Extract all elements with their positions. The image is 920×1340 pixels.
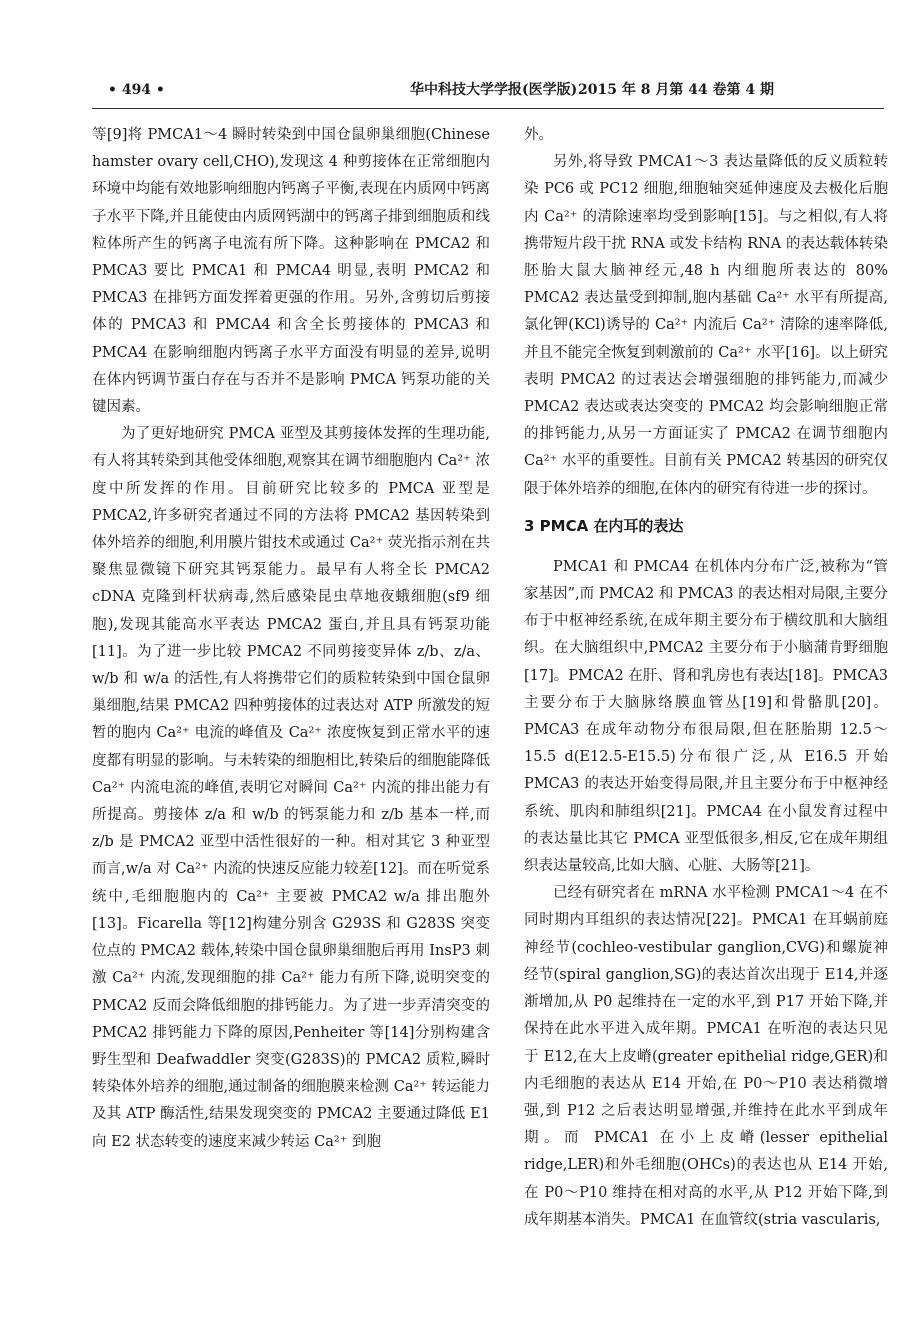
page-number: • 494 • [108, 82, 165, 98]
page-header [70, 78, 870, 102]
paragraph: 另外,将导致 PMCA1～3 表达量降低的反义质粒转染 PC6 或 PC12 细胞,细胞轴突延伸速度及去极化后胞内 Ca²⁺ 的清除速率均受到影响[15]。与之相似,有人将携带短片段干扰 RNA 或发卡结构 RNA 的表达载体转染胚胎大鼠大脑神经元,48 h 内细胞所表达的 80% PMCA2 表达量受到抑制,胞内基础 Ca²⁺ 水平有所提高,氯化钾(KCl)诱导的 Ca²⁺ 内流后 Ca²⁺ 清除的速率降低,并且不能完全恢复到刺激前的 Ca²⁺ 水平[16]。以上研究表明 PMCA2 的过表达会增强细胞的排钙能力,而减少 PMCA2 表达或表达突变的 PMCA2 均会影响细胞正常的排钙能力,从另一方面证实了 PMCA2 在调节细胞内 Ca²⁺ 水平的重要性。目前有关 PMCA2 转基因的研究仅限于体外培养的细胞,在体内的研究有待进一步的探讨。 [524, 154, 888, 497]
right-column [524, 122, 888, 1234]
header-rule [92, 108, 884, 109]
paragraph: 已经有研究者在 mRNA 水平检测 PMCA1～4 在不同时期内耳组织的表达情况[22]。PMCA1 在耳蜗前庭神经节(cochleo-vestibular ganglion,CVG)和螺旋神经节(spiral ganglion,SG)的表达首次出现于 E14,并逐渐增加,从 P0 起维持在一定的水平,到 P17 开始下降,并保持在此水平进入成年期。PMCA1 在听泡的表达只见于 E12,在大上皮嵴(greater epithelial ridge,GER)和内毛细胞的表达从 E14 开始,在 P0～P10 表达稍微增强,到 P12 之后表达明显增强,并维持在此水平到成年期。而 PMCA1 在小上皮嵴(lesser epithelial ridge,LER)和外毛细胞(OHCs)的表达也从 E14 开始,在 P0～P10 维持在相对高的水平,从 P12 开始下降,到成年期基本消失。PMCA1 在血管纹(stria vascularis, [524, 885, 888, 1228]
paragraph: 外。 [524, 127, 553, 143]
journal-title: 华中科技大学学报(医学版) [410, 82, 578, 98]
paragraph: 为了更好地研究 PMCA 亚型及其剪接体发挥的生理功能,有人将其转染到其他受体细胞,观察其在调节细胞胞内 Ca²⁺ 浓度中所发挥的作用。目前研究比较多的 PMCA 亚型是 PMCA2,许多研究者通过不同的方法将 PMCA2 基因转染到体外培养的细胞,利用膜片钳技术或通过 Ca²⁺ 荧光指示剂在共聚焦显微镜下研究其钙泵能力。最早有人将全长 PMCA2 cDNA 克隆到杆状病毒,然后感染昆虫草地夜蛾细胞(sf9 细胞),发现其能高水平表达 PMCA2 蛋白,并且具有钙泵功能[11]。为了进一步比较 PMCA2 不同剪接变异体 z/b、z/a、w/b 和 w/a 的活性,有人将携带它们的质粒转染到中国仓鼠卵巢细胞,结果 PMCA2 四种剪接体的过表达对 ATP 所激发的短暂的胞内 Ca²⁺ 电流的峰值及 Ca²⁺ 浓度恢复到正常水平的速度都有明显的影响。与未转染的细胞相比,转染后的细胞能降低 Ca²⁺ 内流电流的峰值,表明它对瞬间 Ca²⁺ 内流的排出能力有所提高。剪接体 z/a 和 w/b 的钙泵能力和 z/b 基本一样,而 z/b 是 PMCA2 亚型中活性很好的一种。相对其它 3 种亚型而言,w/a 对 Ca²⁺ 内流的快速反应能力较差[12]。而在听觉系统中,毛细胞胞内的 Ca²⁺ 主要被 PMCA2 w/a 排出胞外[13]。Ficarella 等[12]构建分别含 G293S 和 G283S 突变位点的 PMCA2 载体,转染中国仓鼠卵巢细胞后再用 InsP3 刺激 Ca²⁺ 内流,发现细胞的排 Ca²⁺ 能力有所下降,说明突变的 PMCA2 反而会降低细胞的排钙能力。为了进一步弄清突变的 PMCA2 排钙能力下降的原因,Penheiter 等[14]分别构建含野生型和 Deafwaddler 突变(G283S)的 PMCA2 质粒,瞬时转染体外培养的细胞,通过制备的细胞膜来检测 Ca²⁺ 转运能力及其 ATP 酶活性,结果发现突变的 PMCA2 主要通过降低 E1 向 E2 状态转变的速度来减少转运 Ca²⁺ 到胞 [92, 426, 490, 1150]
paragraph: PMCA1 和 PMCA4 在机体内分布广泛,被称为“管家基因”,而 PMCA2 和 PMCA3 的表达相对局限,主要分布于中枢神经系统,在成年期主要分布于横纹肌和大脑组织。在大脑组织中,PMCA2 主要分布于小脑蒲肯野细胞[17]。PMCA2 在肝、肾和乳房也有表达[18]。PMCA3 主要分布于大脑脉络膜血管丛[19]和骨骼肌[20]。PMCA3 在成年动物分布很局限,但在胚胎期 12.5～15.5 d(E12.5-E15.5)分布很广泛,从 E16.5 开始 PMCA3 的表达开始变得局限,并且主要分布于中枢神经系统、肌肉和肺组织[21]。PMCA4 在小鼠发育过程中的表达量比其它 PMCA 亚型低很多,相反,它在成年期组织表达量较高,比如大脑、心脏、大肠等[21]。 [524, 558, 888, 875]
paragraph: 等[9]将 PMCA1～4 瞬时转染到中国仓鼠卵巢细胞(Chinese hamster ovary cell,CHO),发现这 4 种剪接体在正常细胞内环境中均能有效地影响细胞内钙离子平衡,表现在内质网中钙离子水平下降,并且能使由内质网钙湖中的钙离子排到细胞质和线粒体所产生的钙离子电流有所下降。这种影响在 PMCA2 和 PMCA3 要比 PMCA1 和 PMCA4 明显,表明 PMCA2 和 PMCA3 在排钙方面发挥着更强的作用。另外,含剪切后剪接体的 PMCA3 和 PMCA4 和含全长剪接体的 PMCA3 和 PMCA4 在影响细胞内钙离子水平方面没有明显的差异,说明在体内钙调节蛋白存在与否并不是影响 PMCA 钙泵功能的关键因素。 [92, 127, 490, 416]
issue-info: 2015 年 8 月第 44 卷第 4 期 [578, 82, 775, 98]
section-heading: 3 PMCA 在内耳的表达 [524, 516, 684, 535]
left-column [92, 122, 490, 1156]
